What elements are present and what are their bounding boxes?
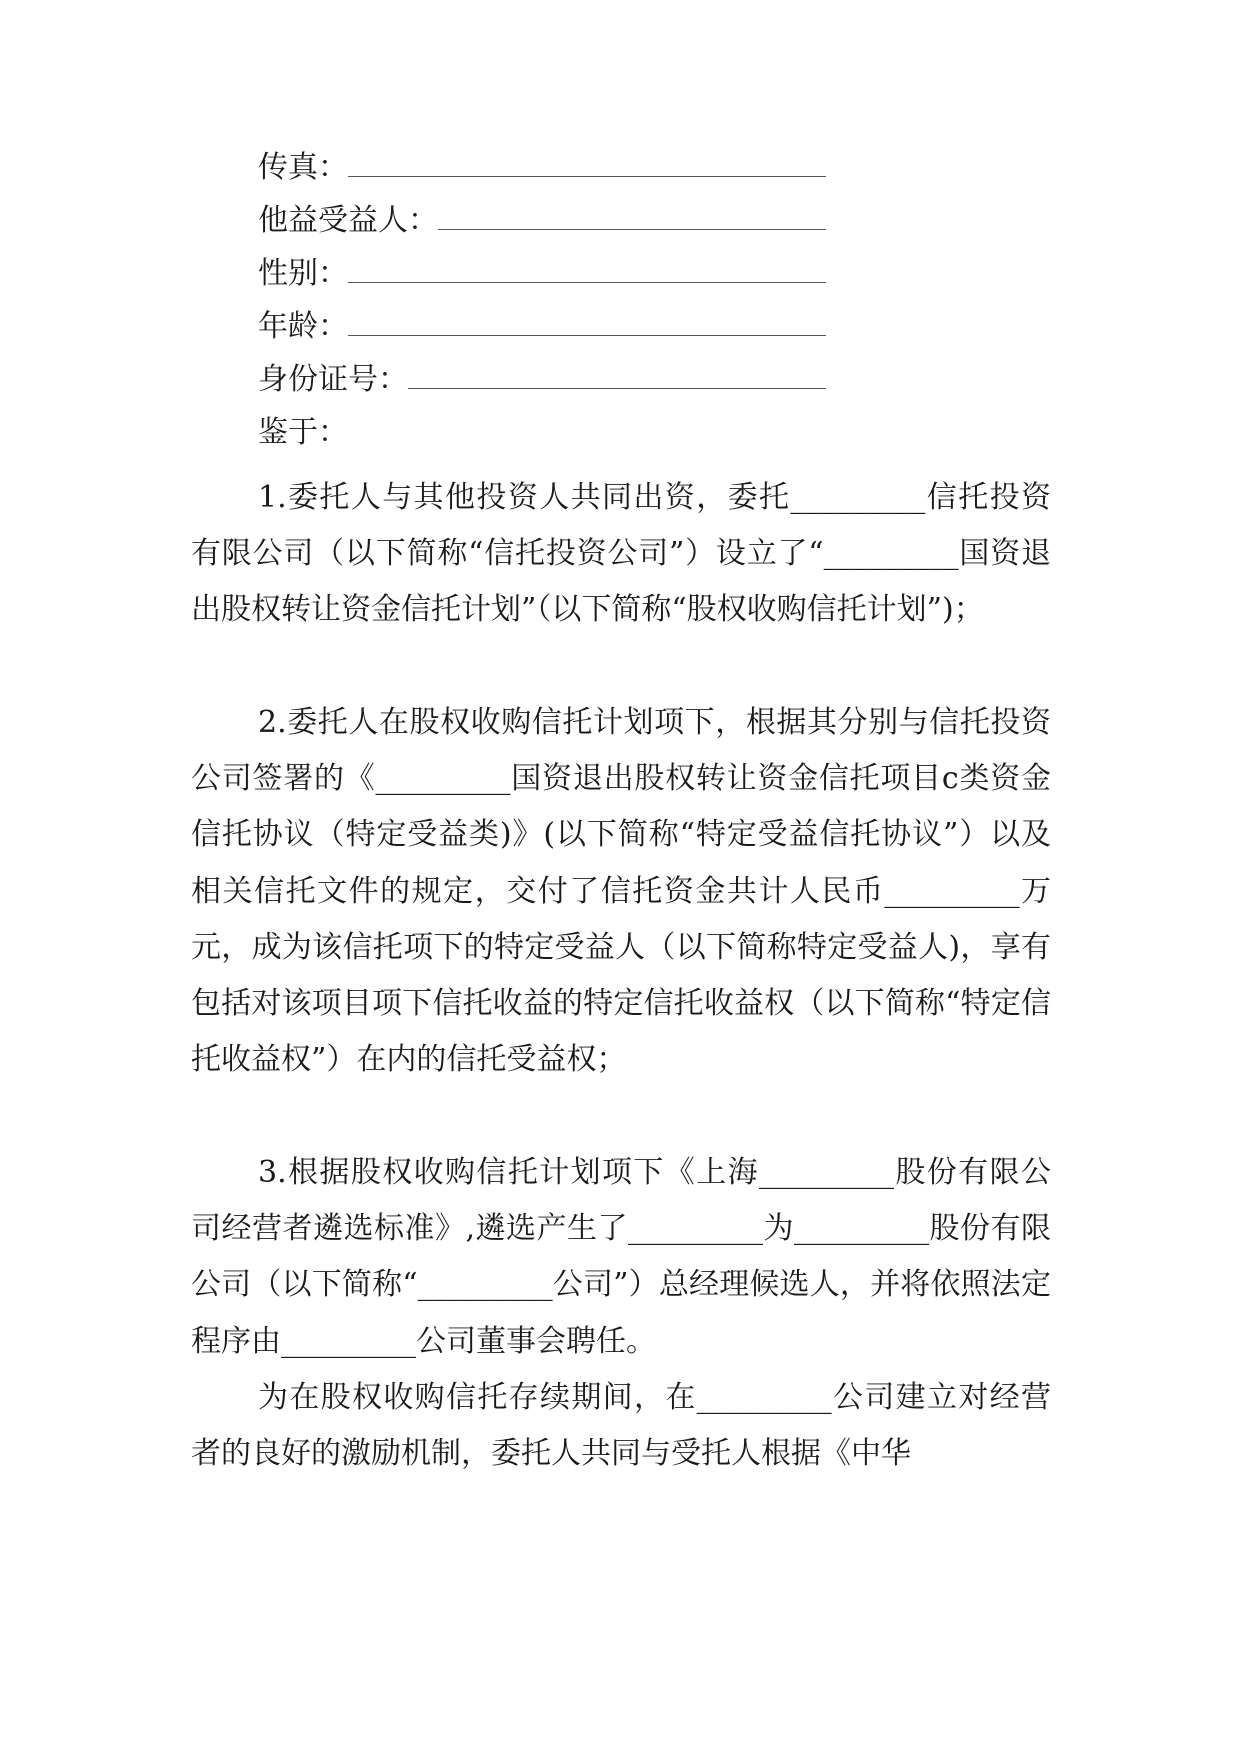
- age-blank-line: [348, 309, 826, 336]
- beneficiary-field: [258, 201, 826, 241]
- paragraph-2: 2.委托人在股权收购信托计划项下，根据其分别与信托投资公司签署的《_________国资退出股权转让资金信托项目c类资金信托协议（特定受益类)》(以下简称“特定受益信托协议”）以及相关信托文件的规定，交付了信托资金共计人民币_________万元，成为该信托项下的特定受益人（以下简称特定受益人)，享有包括对该项目项下信托收益的特定信托收益权（以下简称“特定信托收益权”）在内的信托受益权；: [191, 705, 1051, 1078]
- beneficiary-label: 他益受益人：: [258, 203, 438, 238]
- id-number-blank-line: [408, 362, 826, 389]
- beneficiary-blank-line: [438, 203, 826, 230]
- gender-field: [258, 254, 826, 294]
- fax-label: 传真：: [258, 150, 348, 185]
- paragraph-3: 3.根据股权收购信托计划项下《上海_________股份有限公司经营者遴选标准》,遴选产生了_________为_________股份有限公司（以下简称“_________公司”）总经理候选人，并将依照法定程序由_________公司董事会聘任。: [191, 1155, 1051, 1359]
- id-number-label: 身份证号：: [258, 362, 408, 397]
- whereas-label: 鉴于：: [258, 415, 348, 450]
- id-number-field: [258, 360, 826, 400]
- age-label: 年龄：: [258, 309, 348, 344]
- gender-label: 性别：: [258, 256, 348, 291]
- whereas-heading: [258, 413, 348, 453]
- fax-field: [258, 148, 826, 188]
- fax-blank-line: [348, 150, 826, 177]
- paragraph-4: 为在股权收购信托存续期间，在_________公司建立对经营者的良好的激励机制，委托人共同与受托人根据《中华: [191, 1380, 1051, 1472]
- gender-blank-line: [348, 256, 826, 283]
- paragraph-1: 1.委托人与其他投资人共同出资，委托_________信托投资有限公司（以下简称“信托投资公司”）设立了“_________国资退出股权转让资金信托计划”（以下简称“股权收购信托计划”)；: [191, 480, 1051, 628]
- age-field: [258, 307, 826, 347]
